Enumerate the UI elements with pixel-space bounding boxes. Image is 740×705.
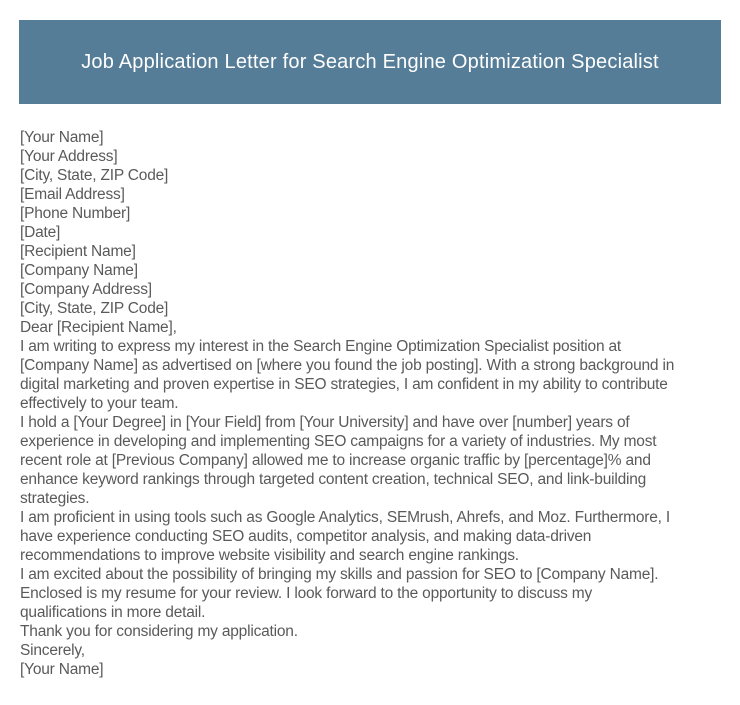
letter-line: [Recipient Name] <box>20 243 136 260</box>
letter-line: have experience conducting SEO audits, competitor analysis, and making data-driven <box>20 528 592 545</box>
letter-line: recommendations to improve website visibility and search engine rankings. <box>20 547 519 564</box>
letter-line: qualifications in more detail. <box>20 604 206 621</box>
letter-line: I am proficient in using tools such as Google Analytics, SEMrush, Ahrefs, and Moz. Furthermore, I <box>20 509 670 526</box>
letter-line: [Company Name] <box>20 262 138 279</box>
letter-line: [Your Address] <box>20 148 118 165</box>
letter-body <box>20 128 726 679</box>
letter-line: experience in developing and implementing SEO campaigns for a variety of industries. My most <box>20 433 657 450</box>
letter-title: Job Application Letter for Search Engine Optimization Specialist <box>81 50 659 73</box>
letter-line: [City, State, ZIP Code] <box>20 167 169 184</box>
letter-line: [Phone Number] <box>20 205 131 222</box>
letter-line: I hold a [Your Degree] in [Your Field] from [Your University] and have over [number] years of <box>20 414 630 431</box>
letter-line: digital marketing and proven expertise in SEO strategies, I am confident in my ability to contribute <box>20 376 668 393</box>
letter-line: recent role at [Previous Company] allowed me to increase organic traffic by [percentage]% and <box>20 452 651 469</box>
letter-line: [Email Address] <box>20 186 125 203</box>
letter-line: Dear [Recipient Name], <box>20 319 177 336</box>
letter-line: I am excited about the possibility of bringing my skills and passion for SEO to [Company Name]. <box>20 566 659 583</box>
letter-line: [Your Name] <box>20 661 104 678</box>
letter-line: [Company Name] as advertised on [where you found the job posting]. With a strong background in <box>20 357 675 374</box>
letter-line: I am writing to express my interest in the Search Engine Optimization Specialist position at <box>20 338 622 355</box>
letter-line: Thank you for considering my application. <box>20 623 298 640</box>
letter-line: enhance keyword rankings through targeted content creation, technical SEO, and link-building <box>20 471 647 488</box>
letter-line: strategies. <box>20 490 90 507</box>
letter-line: Enclosed is my resume for your review. I look forward to the opportunity to discuss my <box>20 585 593 602</box>
letter-line: effectively to your team. <box>20 395 179 412</box>
letter-line: [Date] <box>20 224 61 241</box>
letter-line: [Company Address] <box>20 281 152 298</box>
letter-line: Sincerely, <box>20 642 85 659</box>
letter-line: [City, State, ZIP Code] <box>20 300 169 317</box>
letter-line: [Your Name] <box>20 129 104 146</box>
letter-title-banner <box>19 20 721 104</box>
